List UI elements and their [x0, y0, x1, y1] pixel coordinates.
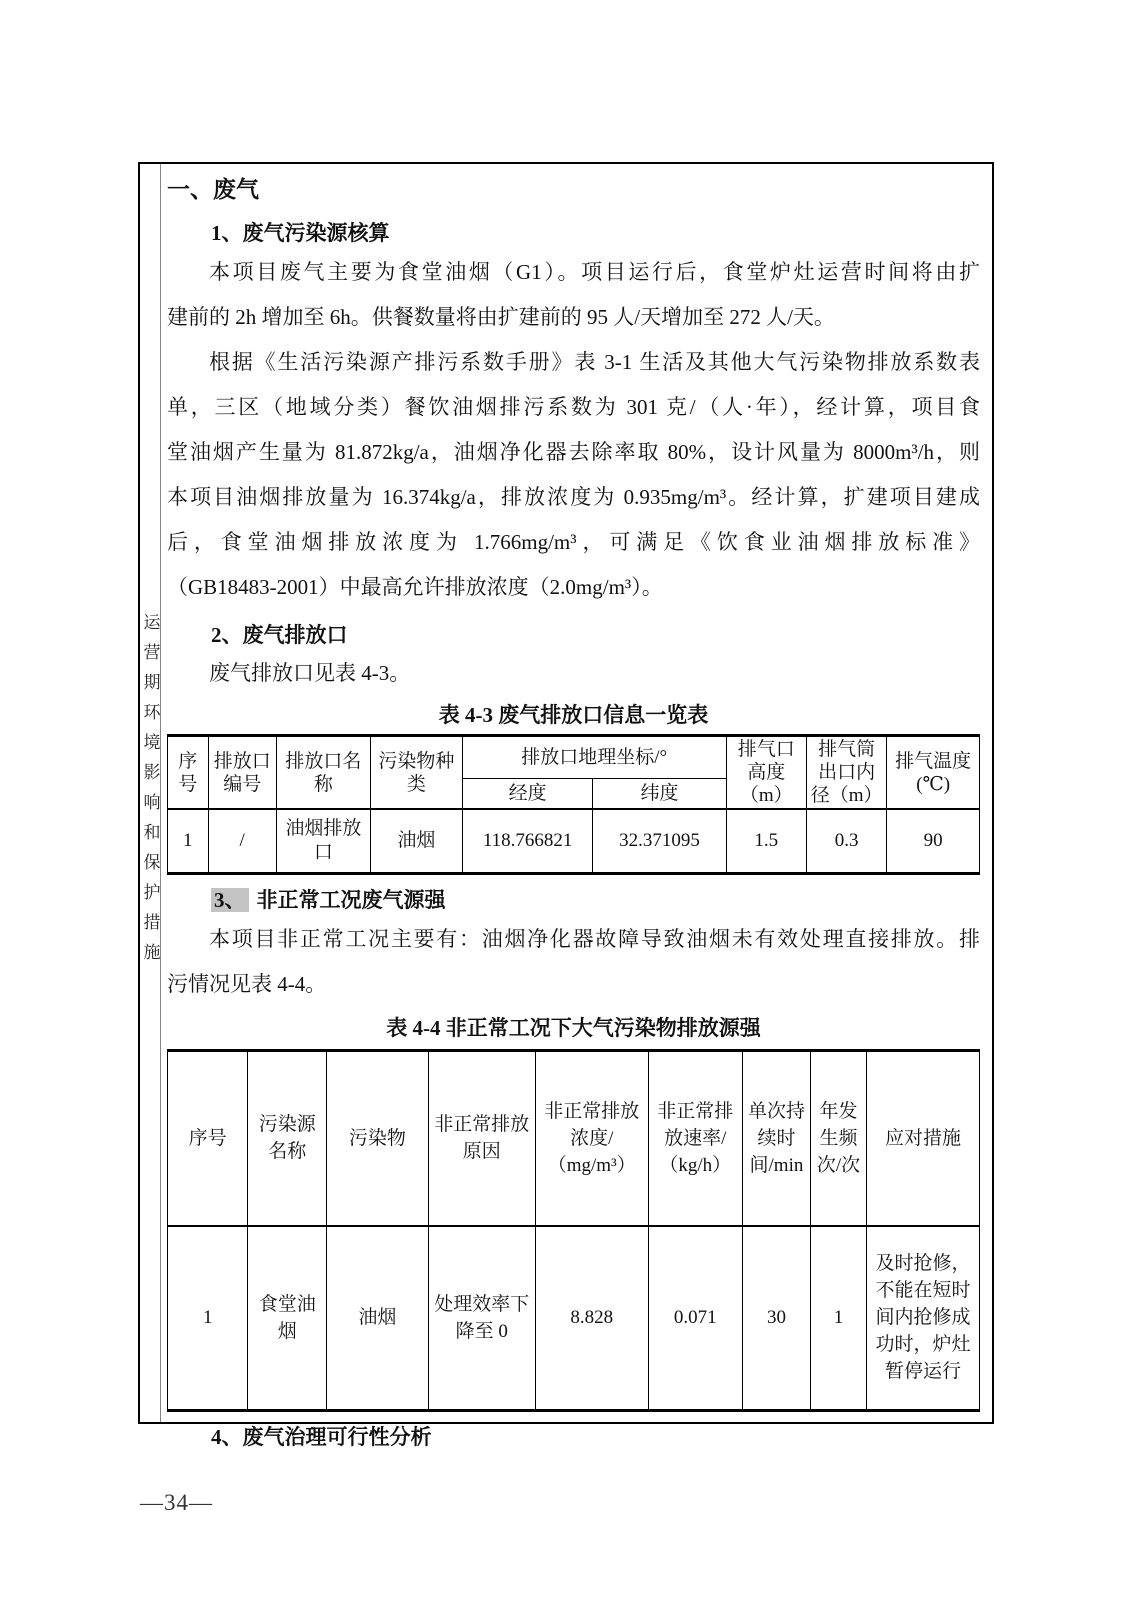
data-cell: 30	[742, 1226, 810, 1410]
body-line: 本项目非正常工况主要有：油烟净化器故障导致油烟未有效处理直接排放。排	[209, 926, 980, 951]
data-cell: 118.766821	[462, 809, 593, 873]
main-column	[161, 164, 992, 1449]
header-cell: 单次持续时间/min	[742, 1050, 810, 1226]
body-line: 本项目油烟排放量为 16.374kg/a，排放浓度为 0.935mg/m³。经计算，扩建项目建成	[167, 485, 980, 509]
data-cell: 及时抢修，不能在短时间内抢修成功时，炉灶暂停运行	[867, 1226, 980, 1410]
data-cell: 处理效率下降至 0	[428, 1226, 535, 1410]
paragraph-3	[167, 917, 980, 1007]
header-cell: 序号	[168, 736, 209, 810]
table-row	[168, 1226, 980, 1410]
table-row	[168, 809, 980, 873]
data-cell: 1	[168, 809, 209, 873]
header-cell: 污染物种类	[370, 736, 462, 810]
subsection-heading-outlet: 2、废气排放口	[211, 623, 348, 647]
data-cell: 油烟	[327, 1226, 429, 1410]
outlet-intro-line: 废气排放口见表 4-3。	[209, 661, 411, 685]
subsection-heading-pollution-source: 1、废气污染源核算	[211, 221, 390, 245]
data-cell: 8.828	[535, 1226, 648, 1410]
header-cell: 排气筒出口内径（m）	[806, 736, 886, 810]
sidebar-column	[140, 164, 161, 1422]
body-line: 建前的 2h 增加至 6h。供餐数量将由扩建前的 95 人/天增加至 272 人/天。	[167, 305, 835, 329]
header-cell: 排气温度(℃)	[887, 736, 980, 810]
body-line: 后，食堂油烟排放浓度为 1.766mg/m³，可满足《饮食业油烟排放标准》	[167, 530, 980, 554]
subsection-heading-feasibility: 4、废气治理可行性分析	[211, 1424, 432, 1449]
header-cell: 非正常排放速率/（kg/h）	[648, 1050, 742, 1226]
sidebar-vertical-label: 运营期环境影响和保护措施	[140, 613, 160, 973]
body-line: （GB18483-2001）中最高允许排放浓度（2.0mg/m³）。	[167, 575, 663, 599]
section-heading-waste-gas: 一、废气	[167, 177, 259, 202]
data-cell: 0.3	[806, 809, 886, 873]
header-cell: 排气口高度（m）	[726, 736, 806, 810]
highlighted-section-number: 3、	[211, 888, 249, 912]
header-cell: 序号	[168, 1050, 248, 1226]
header-cell: 应对措施	[867, 1050, 980, 1226]
data-cell: 0.071	[648, 1226, 742, 1410]
data-cell: 1	[811, 1226, 867, 1410]
subsection-heading-abnormal	[211, 883, 980, 917]
header-cell: 排放口名称	[276, 736, 370, 810]
header-cell: 年发生频次/次	[811, 1050, 867, 1226]
header-cell: 排放口地理坐标/°	[462, 736, 726, 779]
header-cell: 污染源名称	[248, 1050, 327, 1226]
table-4-4-abnormal-emission	[167, 1049, 980, 1412]
data-cell: 90	[887, 809, 980, 873]
page-number: —34—	[140, 1490, 213, 1515]
content-box	[138, 162, 994, 1449]
header-cell: 非正常排放原因	[428, 1050, 535, 1226]
data-cell: 油烟排放口	[276, 809, 370, 873]
header-cell: 污染物	[327, 1050, 429, 1226]
body-line: 污情况见表 4-4。	[167, 971, 327, 996]
data-cell: 1	[168, 1226, 248, 1410]
data-cell: 油烟	[370, 809, 462, 873]
table-4-3-title: 表 4-3 废气排放口信息一览表	[438, 703, 709, 727]
body-line: 单，三区（地域分类）餐饮油烟排污系数为 301 克/（人·年），经计算，项目食	[167, 395, 980, 419]
data-cell: 食堂油烟	[248, 1226, 327, 1410]
data-cell: 1.5	[726, 809, 806, 873]
table-4-3-outlet-info	[167, 734, 980, 875]
data-cell: 32.371095	[593, 809, 726, 873]
header-cell: 经度	[462, 778, 593, 809]
paragraph-2	[167, 340, 980, 610]
header-cell: 纬度	[593, 778, 726, 809]
header-cell: 排放口编号	[208, 736, 276, 810]
data-cell: /	[208, 809, 276, 873]
header-cell: 非正常排放浓度/（mg/m³）	[535, 1050, 648, 1226]
body-line: 根据《生活污染源产排污系数手册》表 3-1 生活及其他大气污染物排放系数表	[209, 350, 980, 374]
paragraph-1	[167, 250, 980, 340]
body-line: 本项目废气主要为食堂油烟（G1）。项目运行后，食堂炉灶运营时间将由扩	[209, 260, 980, 284]
subsection-title-text: 非正常工况废气源强	[256, 887, 446, 912]
table-4-4-title: 表 4-4 非正常工况下大气污染物排放源强	[386, 1015, 761, 1040]
body-line: 堂油烟产生量为 81.872kg/a，油烟净化器去除率取 80%，设计风量为 8000m³/h，则	[167, 440, 980, 464]
